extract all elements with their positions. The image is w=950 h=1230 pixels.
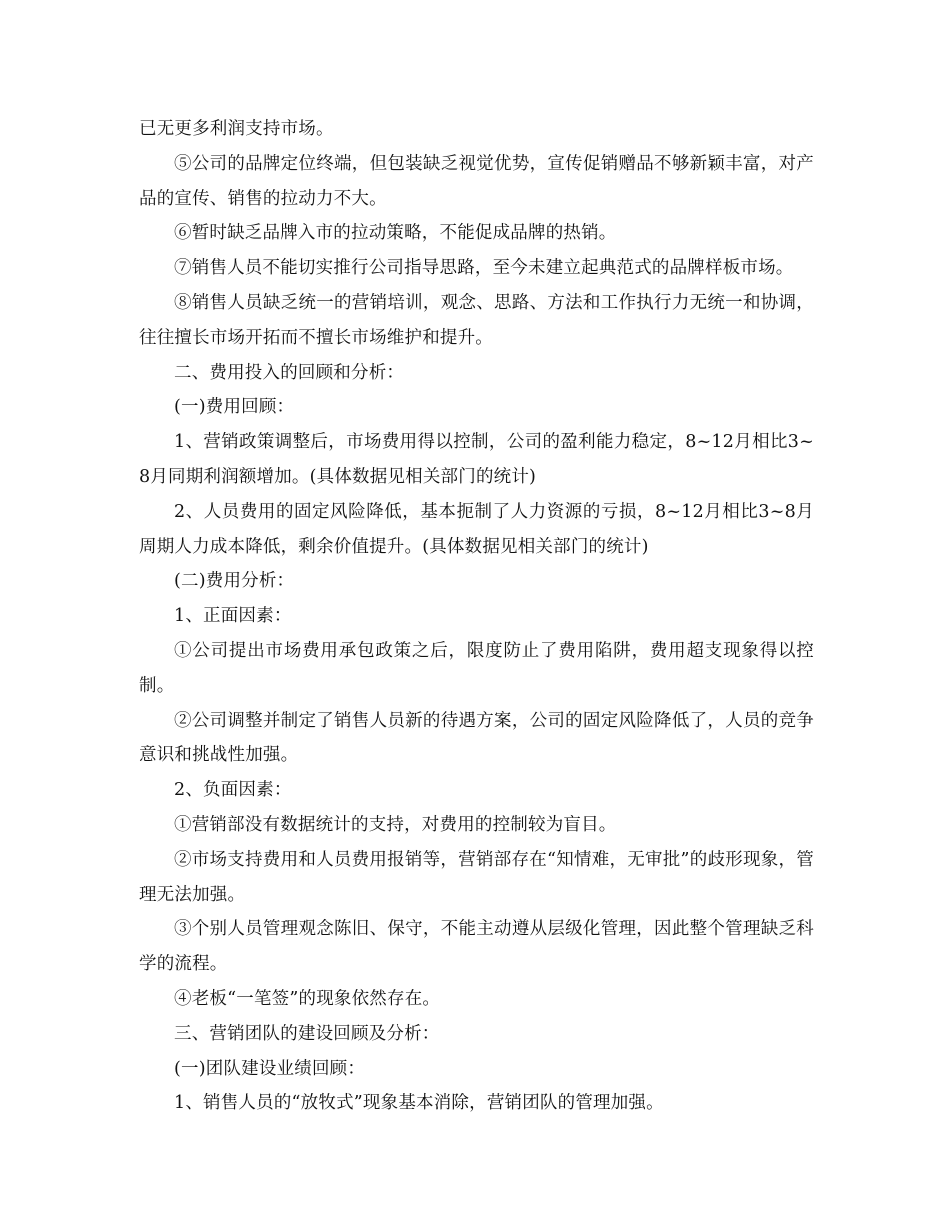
section-heading: 三、营销团队的建设回顾及分析： xyxy=(174,1023,440,1044)
paragraph: ③个别人员管理观念陈旧、保守，不能主动遵从层级化管理，因此整个管理缺乏科学的流程。 xyxy=(139,919,814,975)
paragraph: 2、人员费用的固定风险降低，基本扼制了人力资源的亏损，8~12月相比3~8月周期人力成本降低，剩余价值提升。(具体数据见相关部门的统计) xyxy=(139,501,814,557)
paragraph: ⑦销售人员不能切实推行公司指导思路，至今未建立起典范式的品牌样板市场。 xyxy=(174,258,794,279)
paragraph: ②市场支持费用和人员费用报销等，营销部存在“知情难，无审批”的歧形现象，管理无法加强。 xyxy=(139,849,814,905)
paragraph: ②公司调整并制定了销售人员新的待遇方案，公司的固定风险降低了，人员的竞争意识和挑战性加强。 xyxy=(139,710,814,766)
paragraph: ⑤公司的品牌定位终端，但包装缺乏视觉优势，宣传促销赠品不够新颖丰富，对产品的宣传、销售的拉动力不大。 xyxy=(139,153,814,209)
subsection-heading: (一)团队建设业绩回顾： xyxy=(174,1058,366,1079)
list-heading: 2、负面因素： xyxy=(174,780,292,801)
list-heading: 1、正面因素： xyxy=(174,606,292,627)
paragraph: 1、销售人员的“放牧式”现象基本消除，营销团队的管理加强。 xyxy=(174,1093,664,1114)
paragraph: ⑧销售人员缺乏统一的营销培训，观念、思路、方法和工作执行力无统一和协调，往往擅长市场开拓而不擅长市场维护和提升。 xyxy=(139,292,814,348)
paragraph: ①公司提出市场费用承包政策之后，限度防止了费用陷阱，费用超支现象得以控制。 xyxy=(139,640,814,696)
paragraph: 1、营销政策调整后，市场费用得以控制，公司的盈利能力稳定，8~12月相比3~8月同期利润额增加。(具体数据见相关部门的统计) xyxy=(139,432,814,487)
paragraph: ⑥暂时缺乏品牌入市的拉动策略，不能促成品牌的热销。 xyxy=(174,223,617,244)
paragraph: 已无更多利润支持市场。 xyxy=(139,119,334,139)
paragraph: ①营销部没有数据统计的支持，对费用的控制较为盲目。 xyxy=(174,814,617,835)
subsection-heading: (一)费用回顾： xyxy=(174,397,295,418)
subsection-heading: (二)费用分析： xyxy=(174,571,295,592)
document-body xyxy=(139,112,814,1121)
paragraph: ④老板“一笔签”的现象依然存在。 xyxy=(174,988,441,1009)
section-heading: 二、费用投入的回顾和分析： xyxy=(174,362,405,383)
